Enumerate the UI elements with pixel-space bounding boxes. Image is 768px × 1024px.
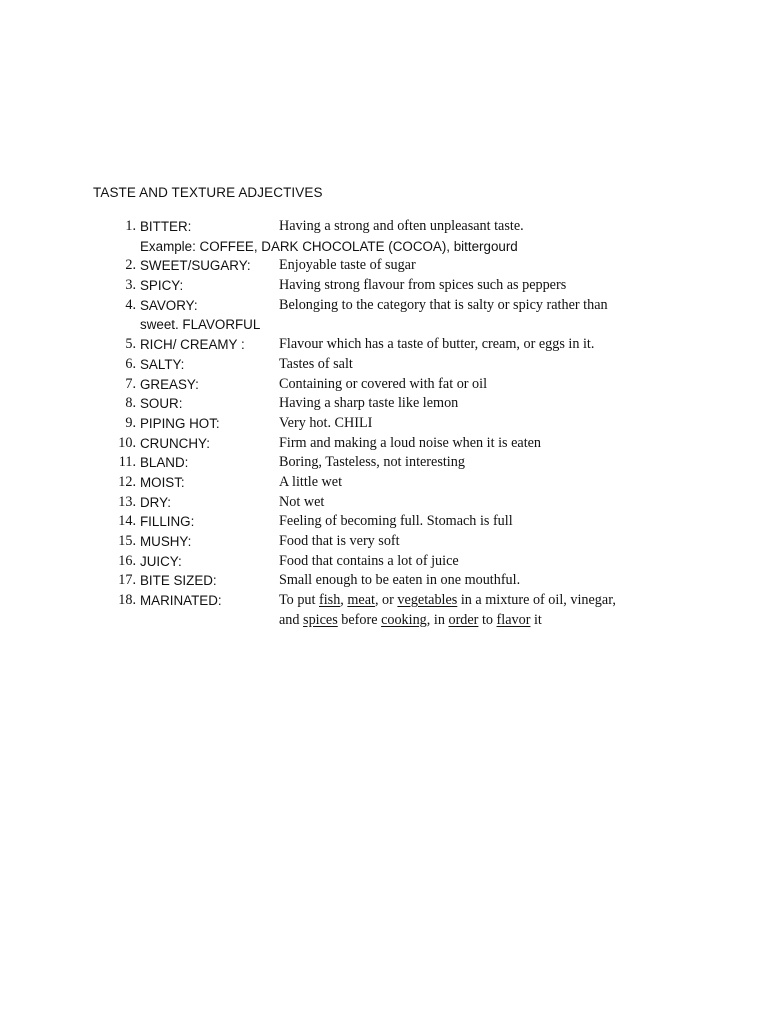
text-run: to [478,611,497,628]
item-number: 18. [118,592,136,609]
item-definition: Boring, Tasteless, not interesting [279,454,465,471]
word-link-meat: meat [347,592,375,609]
word-link-vegetables: vegetables [397,592,458,609]
item-number: 7. [125,375,136,392]
item-definition: Having a strong and often unpleasant taste. [279,218,524,234]
item-number: 11. [118,454,136,471]
item-definition: Firm and making a loud noise when it is eaten [279,434,542,451]
item-number: 12. [118,473,136,490]
item-definition-continuation [279,611,542,631]
item-term: JUICY: [140,553,182,569]
item-number: 13. [118,493,136,510]
item-term: SAVORY: [140,297,198,313]
item-number: 1. [125,218,136,234]
item-number: 2. [125,257,136,274]
list-item-continuation [110,611,710,631]
item-definition: Food that contains a lot of juice [279,552,459,569]
item-number: 14. [118,513,136,530]
list-item [110,434,710,454]
word-link-cooking: cooking [381,611,427,628]
item-definition: Containing or covered with fat or oil [279,375,488,392]
text-run: To put [279,592,319,609]
item-term: GREASY: [140,376,199,392]
list-item [110,414,710,434]
list-item [110,296,710,316]
item-term: SWEET/SUGARY: [140,258,251,274]
list-item [110,394,710,414]
item-definition: Flavour which has a taste of butter, cream, or eggs in it. [279,336,595,353]
text-run: it [530,611,542,628]
list-item [110,453,710,473]
item-number: 9. [125,414,136,431]
text-run: in a mixture of oil, vinegar, [457,592,616,609]
text-run: , [340,592,348,609]
item-term: MUSHY: [140,534,192,549]
item-number: 6. [125,355,136,372]
list-item [110,217,710,237]
list-item [110,552,710,572]
item-term: FILLING: [140,514,195,530]
item-term: BITTER: [140,219,192,234]
adjective-list [110,217,710,630]
item-definition [279,591,616,611]
list-item [110,276,710,296]
page-title: TASTE AND TEXTURE ADJECTIVES [93,185,323,200]
word-link-flavor: flavor [496,611,531,628]
list-item [110,512,710,532]
item-definition: Not wet [279,493,325,510]
item-definition: Enjoyable taste of sugar [279,257,416,274]
text-run: , in [426,611,449,628]
item-number: 8. [125,395,136,412]
item-term: CRUNCHY: [140,435,210,451]
item-term: DRY: [140,494,172,510]
item-number: 16. [118,552,136,569]
list-item [110,532,710,552]
item-term: PIPING HOT: [140,415,220,431]
item-number: 15. [118,533,136,549]
item-term: RICH/ CREAMY : [140,337,245,353]
item-term: MOIST: [140,474,185,490]
item-term: BITE SIZED: [140,573,217,589]
item-definition: Belonging to the category that is salty or spicy rather than [279,296,608,313]
text-run: before [337,611,382,628]
item-number: 10. [118,434,136,451]
item-definition: Feeling of becoming full. Stomach is full [279,513,513,530]
list-item [110,256,710,276]
item-term: MARINATED: [140,593,222,609]
item-term: SOUR: [140,396,183,412]
text-run: and [279,611,304,628]
item-definition: Food that is very soft [279,533,400,549]
list-item [110,375,710,395]
item-example: Example: COFFEE, DARK CHOCOLATE (COCOA), bittergourd [140,238,518,254]
item-definition: Having a sharp taste like lemon [279,395,459,412]
list-item [110,493,710,513]
list-item [110,355,710,375]
item-number: 4. [125,296,136,313]
text-run: , or [374,592,398,609]
item-definition: Very hot. CHILI [279,414,373,431]
item-term: BLAND: [140,455,189,471]
word-link-order: order [448,611,479,628]
item-definition: Tastes of salt [279,355,353,372]
item-definition: Having strong flavour from spices such as peppers [279,277,567,294]
item-term: SPICY: [140,278,184,294]
list-item-continuation [110,315,710,335]
item-number: 3. [125,277,136,294]
list-item [110,591,710,611]
list-item [110,571,710,591]
word-link-fish: fish [319,592,341,609]
item-definition: A little wet [279,473,343,490]
item-number: 17. [118,572,136,589]
word-link-spices: spices [303,611,338,628]
item-term: SALTY: [140,356,185,372]
item-definition-continuation: sweet. FLAVORFUL [140,317,261,333]
list-item-continuation [110,237,710,257]
list-item [110,473,710,493]
item-number: 5. [125,336,136,353]
item-definition: Small enough to be eaten in one mouthful. [279,572,521,589]
list-item [110,335,710,355]
